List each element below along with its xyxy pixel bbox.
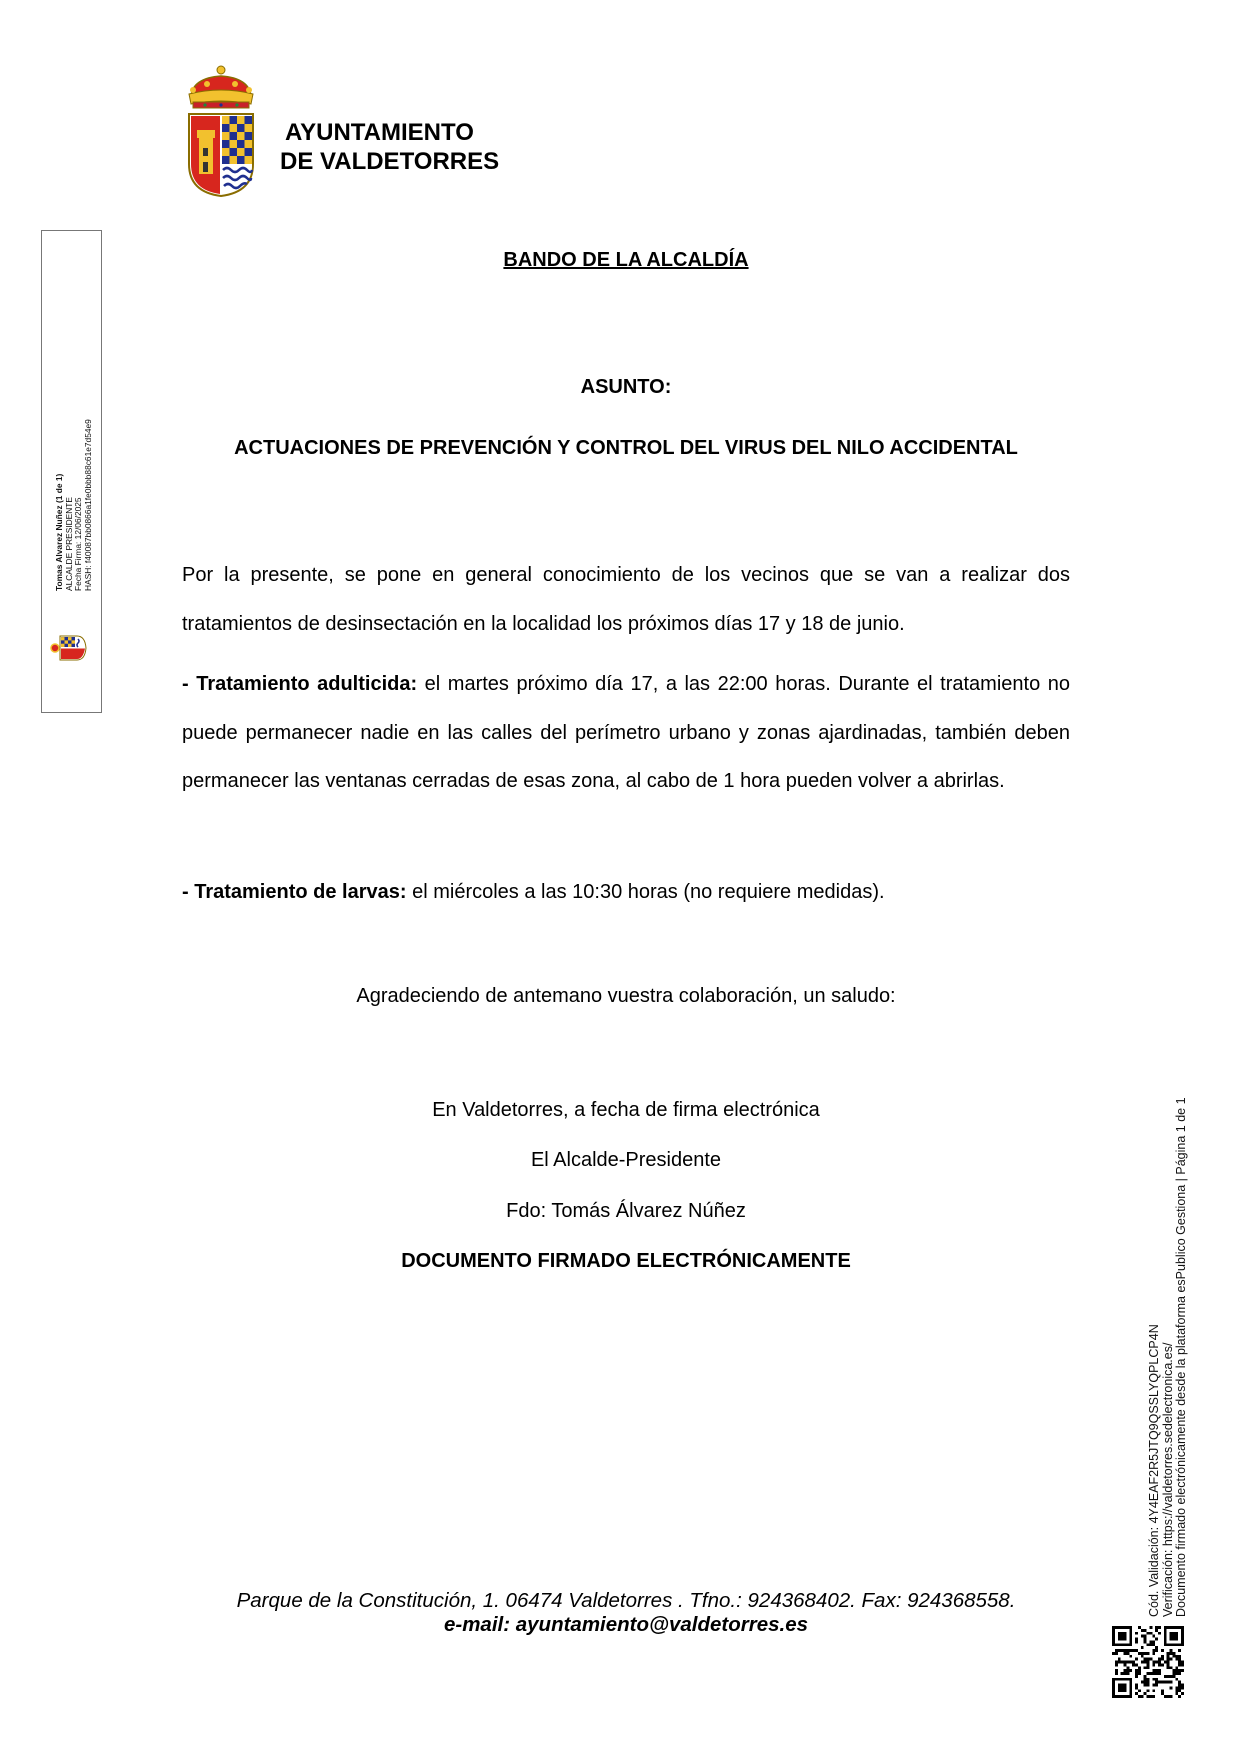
treatment1-paragraph bbox=[182, 660, 1070, 806]
stamp-role: ALCALDE PRESIDENTE bbox=[63, 496, 74, 591]
org-name-line1: AYUNTAMIENTO bbox=[285, 119, 474, 146]
intro-text: Por la presente, se pone en general conocimiento de los vecinos que se van a realizar dos tratamientos de desinsectación en la localidad los próximos días 17 y 18 de junio. bbox=[182, 564, 1070, 635]
asunto-label: ASUNTO: bbox=[580, 376, 672, 398]
organization-name bbox=[280, 118, 499, 176]
document-title: BANDO DE LA ALCALDÍA bbox=[503, 249, 749, 271]
signature-stamp bbox=[41, 230, 102, 713]
treatment1-label: - Tratamiento adulticida: bbox=[182, 673, 418, 695]
stamp-text bbox=[55, 419, 93, 591]
treatment2-label: - Tratamiento de larvas: bbox=[182, 881, 407, 903]
signer-name: Fdo: Tomás Álvarez Núñez bbox=[506, 1200, 746, 1222]
validation-code: Cód. Validación: 4Y4EAF2R5JTQ9QSSLYQPLCP4N bbox=[1147, 1324, 1161, 1617]
validation-platform: Documento firmado electrónicamente desde la plataforma esPublico Gestiona | Página 1 de 1 bbox=[1174, 1097, 1188, 1617]
qr-code-icon[interactable] bbox=[1112, 1626, 1184, 1698]
stamp-date: Fecha Firma: 12/06/2025 bbox=[73, 497, 84, 591]
coat-of-arms-icon bbox=[183, 64, 259, 198]
validation-url: Verificación: https://valdetorres.sedelectronica.es/ bbox=[1160, 1342, 1175, 1617]
signer-role: El Alcalde-Presidente bbox=[530, 1149, 722, 1171]
org-name-line2: DE VALDETORRES bbox=[280, 148, 500, 175]
intro-paragraph bbox=[182, 551, 1070, 648]
validation-block bbox=[1148, 1097, 1189, 1617]
stamp-crest-icon bbox=[49, 633, 95, 663]
footer-address: Parque de la Constitución, 1. 06474 Valdetorres . Tfno.: 924368402. Fax: 924368558. bbox=[236, 1589, 1016, 1612]
treatment2-text: el miércoles a las 10:30 horas (no requiere medidas). bbox=[406, 881, 885, 903]
footer-email: e-mail: ayuntamiento@valdetorres.es bbox=[443, 1613, 809, 1636]
stamp-hash: HASH: f40087bb0866a1fe0bbb88c61e7d54e9 bbox=[82, 419, 93, 591]
signature-place-date: En Valdetorres, a fecha de firma electrónica bbox=[432, 1099, 820, 1121]
treatment1-text: el martes próximo día 17, a las 22:00 horas. Durante el tratamiento no puede permanecer nadie en las calles del perímetro urbano y zonas ajardinadas, también deben permanecer las ventanas cerradas de esas zona, al cabo de 1 hora pueden volver a abrirlas. bbox=[182, 673, 1070, 792]
treatment2-paragraph bbox=[182, 868, 1070, 917]
signed-notice: DOCUMENTO FIRMADO ELECTRÓNICAMENTE bbox=[401, 1250, 851, 1272]
document-subject: ACTUACIONES DE PREVENCIÓN Y CONTROL DEL VIRUS DEL NILO ACCIDENTAL bbox=[234, 437, 1018, 459]
thanks-line: Agradeciendo de antemano vuestra colaboración, un saludo: bbox=[356, 985, 896, 1007]
stamp-signer: Tomas Alvarez Nuñez (1 de 1) bbox=[54, 473, 64, 591]
